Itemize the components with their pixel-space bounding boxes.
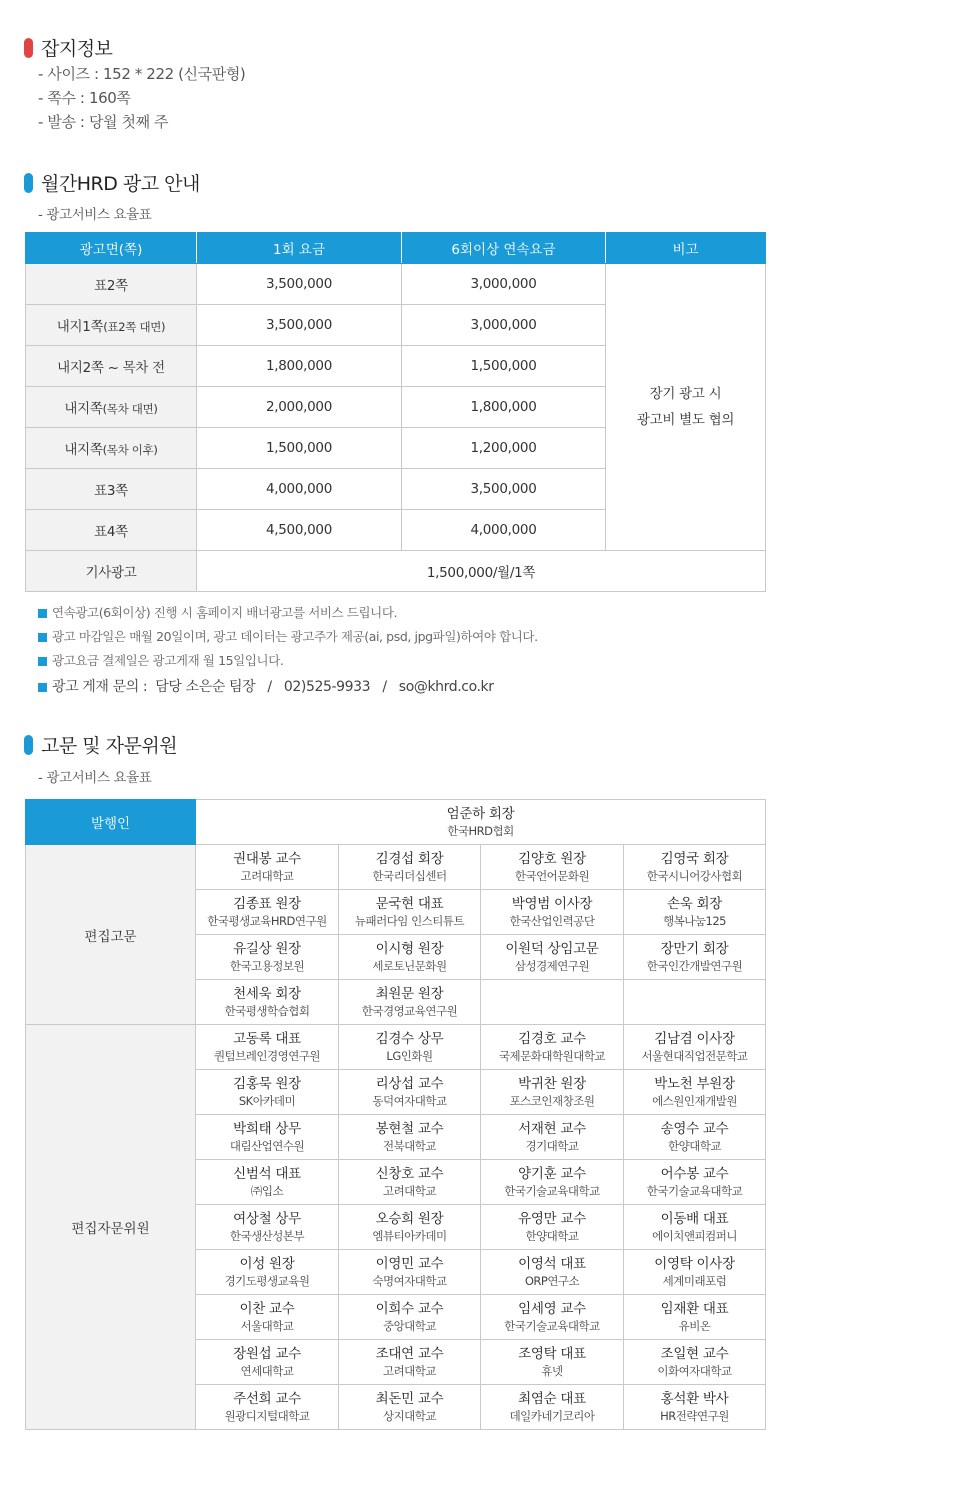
person-cell (196, 1340, 339, 1385)
person-cell (339, 890, 481, 935)
magazine-title-text: 잡지정보 (41, 38, 113, 60)
person-org: 세로토닌문화원 (372, 958, 447, 973)
person-name: 홍석환 박사 (660, 1390, 729, 1407)
ad-multi-price: 3,000,000 (402, 264, 606, 305)
person-name: 이성 원장 (239, 1255, 295, 1272)
person-name: 오승희 원장 (375, 1210, 444, 1227)
bullet-square-icon (38, 683, 47, 692)
person-org: 한국산업인력공단 (509, 913, 595, 928)
ad-single-price: 4,500,000 (197, 510, 402, 551)
person-org: 전북대학교 (382, 1138, 437, 1153)
person-name: 여상철 상무 (233, 1210, 301, 1227)
person-name: 임세영 교수 (518, 1300, 586, 1317)
person-cell (196, 845, 339, 890)
person-org: 동덕여자대학교 (372, 1093, 447, 1108)
person-org: 한양대학교 (525, 1228, 579, 1243)
person-name: 유길상 원장 (233, 940, 301, 957)
person-cell (339, 1115, 481, 1160)
person-name: 김양호 원장 (518, 850, 586, 867)
person-org: 뉴패러다임 인스티튜트 (354, 913, 465, 928)
person-org: 에스원인재개발원 (652, 1093, 737, 1108)
person-cell (339, 1385, 481, 1430)
person-org: 한국기술교육대학교 (646, 1183, 743, 1198)
advisors-subtitle: - 광고서비스 요율표 (38, 770, 152, 786)
person-org: 삼성경제연구원 (514, 958, 590, 973)
ad-rate-table (25, 232, 766, 592)
person-cell (339, 1340, 481, 1385)
advisors-section-title (24, 731, 177, 758)
person-cell (196, 1115, 339, 1160)
person-cell (624, 890, 766, 935)
person-cell (196, 890, 339, 935)
person-org: 한국경영교육연구원 (361, 1003, 458, 1018)
ad-contact: 광고 게재 문의 : 담당 소은순 팀장 / 02)525-9933 / so@khrd.co.kr (38, 675, 538, 699)
person-org: 서울대학교 (240, 1318, 294, 1333)
person-org: 대림산업연수원 (229, 1138, 305, 1153)
person-org: 한국시니어강사협회 (646, 868, 743, 883)
person-org: 한국HRD협회 (447, 823, 514, 838)
person-name: 이동배 대표 (660, 1210, 729, 1227)
person-org: 휴넷 (541, 1363, 563, 1378)
person-name: 양기훈 교수 (518, 1165, 586, 1182)
article-ad-price: 1,500,000/월/1쪽 (197, 551, 766, 592)
person-name: 리상섭 교수 (375, 1075, 444, 1092)
person-name: 유영만 교수 (518, 1210, 586, 1227)
person-cell (481, 845, 624, 890)
bullet-square-icon (38, 609, 47, 618)
person-org: 포스코인재창조원 (509, 1093, 595, 1108)
person-cell (624, 1250, 766, 1295)
person-org: 한국언어문화원 (514, 868, 590, 883)
person-name: 조일현 교수 (660, 1345, 729, 1362)
ads-subtitle: - 광고서비스 요율표 (38, 207, 152, 223)
person-cell (339, 1070, 481, 1115)
person-org: ORP연구소 (524, 1273, 580, 1288)
person-org: 고려대학교 (382, 1363, 437, 1378)
person-cell (196, 1160, 339, 1205)
person-name: 장만기 회장 (660, 940, 729, 957)
ad-notes (38, 601, 538, 699)
person-name: 임재환 대표 (660, 1300, 729, 1317)
person-name: 어수봉 교수 (660, 1165, 729, 1182)
ad-page-label: 내지쪽(목차 대면) (26, 387, 197, 428)
person-name: 조영탁 대표 (518, 1345, 586, 1362)
header-page: 광고면(쪽) (26, 233, 197, 264)
publisher-cell (196, 800, 766, 845)
person-cell (624, 845, 766, 890)
person-cell (339, 1160, 481, 1205)
person-name: 고동록 대표 (233, 1030, 301, 1047)
person-cell (481, 935, 624, 980)
person-name: 이찬 교수 (239, 1300, 295, 1317)
person-cell (624, 935, 766, 980)
editorial-group-label: 편집고문 (26, 845, 196, 1025)
person-name: 김종표 원장 (233, 895, 301, 912)
person-name: 박노천 부원장 (654, 1075, 735, 1092)
ad-multi-price: 3,000,000 (402, 305, 606, 346)
person-cell (196, 1250, 339, 1295)
person-cell (481, 1070, 624, 1115)
ad-single-price: 3,500,000 (197, 305, 402, 346)
person-org: HR전략연구원 (660, 1408, 729, 1423)
person-org: ㈜입소 (250, 1183, 284, 1198)
person-org: 국제문화대학원대학교 (498, 1048, 606, 1063)
person-cell (339, 1250, 481, 1295)
person-cell (481, 1115, 624, 1160)
person-cell (624, 1070, 766, 1115)
person-cell (196, 935, 339, 980)
person-org: 한국기술교육대학교 (504, 1318, 600, 1333)
person-name: 최원문 원장 (375, 985, 444, 1002)
person-cell (481, 890, 624, 935)
person-cell (624, 1115, 766, 1160)
person-org: 행복나눔125 (663, 913, 726, 928)
person-cell (339, 1025, 481, 1070)
person-org: SK아카데미 (238, 1093, 296, 1108)
ad-multi-price: 4,000,000 (402, 510, 606, 551)
person-name: 문국현 대표 (375, 895, 444, 912)
bullet-square-icon (38, 633, 47, 642)
person-org: LG인화원 (386, 1048, 433, 1063)
person-name: 이원덕 상임고문 (505, 940, 599, 957)
ad-note-line2: 광고비 별도 협의 (636, 412, 735, 428)
person-org: 서울현대직업전문학교 (641, 1048, 748, 1063)
person-name: 조대연 교수 (375, 1345, 444, 1362)
person-name: 김경호 교수 (518, 1030, 586, 1047)
person-org: 엠뷰티아카데미 (372, 1228, 447, 1243)
section-marker-icon (24, 735, 33, 755)
magazine-info-list (38, 62, 245, 134)
person-cell (196, 1025, 339, 1070)
article-ad-label: 기사광고 (26, 551, 197, 592)
person-org: 고려대학교 (382, 1183, 437, 1198)
ad-page-label: 표2쪽 (26, 264, 197, 305)
person-cell (196, 1070, 339, 1115)
person-cell (481, 1025, 624, 1070)
person-cell (339, 1295, 481, 1340)
ad-rate-row (26, 264, 766, 305)
person-name: 천세욱 회장 (233, 985, 301, 1002)
publisher-row (26, 800, 766, 845)
person-name: 김남겸 이사장 (654, 1030, 735, 1047)
person-org: 원광디지털대학교 (224, 1408, 310, 1423)
person-name: 엄준하 회장 (446, 805, 515, 822)
person-org: 한국생산성본부 (229, 1228, 305, 1243)
person-cell (624, 1205, 766, 1250)
person-name: 신범석 대표 (233, 1165, 301, 1182)
person-cell (339, 845, 481, 890)
person-name: 주선희 교수 (233, 1390, 301, 1407)
ad-note-line1: 장기 광고 시 (649, 386, 722, 402)
person-name: 신창호 교수 (375, 1165, 444, 1182)
advisory-row (26, 1025, 766, 1070)
person-org: 고려대학교 (240, 868, 294, 883)
ad-page-label: 내지2쪽 ~ 목차 전 (26, 346, 197, 387)
magazine-delivery: - 발송 : 당월 첫째 주 (38, 113, 169, 131)
person-org: 한국고용정보원 (229, 958, 305, 973)
ads-section-title (24, 169, 200, 196)
person-name: 이영탁 이사장 (654, 1255, 735, 1272)
person-cell (481, 1295, 624, 1340)
person-cell (624, 1160, 766, 1205)
person-name: 최돈민 교수 (375, 1390, 444, 1407)
ad-page-label: 표4쪽 (26, 510, 197, 551)
bullet-square-icon (38, 657, 47, 666)
person-org: 경기도평생교육원 (224, 1273, 310, 1288)
ad-page-label: 내지1쪽(표2쪽 대면) (26, 305, 197, 346)
header-single-price: 1회 요금 (197, 233, 402, 264)
person-name: 송영수 교수 (660, 1120, 729, 1137)
person-org: 퀀텀브레인경영연구원 (213, 1048, 321, 1063)
person-cell (196, 1295, 339, 1340)
ad-note-item: 광고 마감일은 매월 20일이며, 광고 데이터는 광고주가 제공(ai, psd, jpg파일)하여야 합니다. (38, 625, 538, 649)
person-cell (339, 935, 481, 980)
person-name: 최염순 대표 (518, 1390, 586, 1407)
person-org: 경기대학교 (525, 1138, 579, 1153)
person-org: 한양대학교 (667, 1138, 722, 1153)
ad-single-price: 2,000,000 (197, 387, 402, 428)
editorial-row (26, 845, 766, 890)
person-name: 박희태 상무 (233, 1120, 301, 1137)
ad-single-price: 1,500,000 (197, 428, 402, 469)
person-name: 이희수 교수 (375, 1300, 444, 1317)
person-org: 한국평생교육HRD연구원 (207, 913, 327, 928)
advisors-title-text: 고문 및 자문위원 (41, 735, 178, 757)
person-cell (339, 980, 481, 1025)
person-org: 중앙대학교 (382, 1318, 437, 1333)
ad-note-item: 광고요금 결제일은 광고게재 월 15일입니다. (38, 649, 538, 673)
person-cell (481, 1340, 624, 1385)
magazine-pages: - 쪽수 : 160쪽 (38, 89, 131, 107)
person-name: 김경수 상무 (375, 1030, 444, 1047)
person-cell (481, 1205, 624, 1250)
ads-title-text: 월간HRD 광고 안내 (41, 173, 200, 195)
person-name: 이시형 원장 (375, 940, 444, 957)
person-cell (624, 1295, 766, 1340)
person-org: 상지대학교 (382, 1408, 437, 1423)
person-org: 숙명여자대학교 (372, 1273, 447, 1288)
ad-rate-header-row (26, 233, 766, 264)
person-cell (624, 1340, 766, 1385)
person-cell (481, 1160, 624, 1205)
person-cell (339, 1205, 481, 1250)
person-cell (481, 1250, 624, 1295)
ad-multi-price: 1,800,000 (402, 387, 606, 428)
person-cell (196, 1385, 339, 1430)
person-cell (624, 1025, 766, 1070)
person-name: 박영범 이사장 (511, 895, 593, 912)
person-name: 김홍묵 원장 (233, 1075, 301, 1092)
person-org: 한국인간개발연구원 (646, 958, 743, 973)
magazine-size: - 사이즈 : 152 * 222 (신국판형) (38, 65, 246, 83)
person-name: 김경섭 회장 (375, 850, 444, 867)
ad-article-row (26, 551, 766, 592)
person-org: 한국기술교육대학교 (504, 1183, 600, 1198)
ad-single-price: 1,800,000 (197, 346, 402, 387)
section-marker-icon (24, 173, 33, 193)
person-org: 에이치앤피컴퍼니 (652, 1228, 737, 1243)
person-org: 데일카네기코리아 (509, 1408, 595, 1423)
person-name: 이영석 대표 (518, 1255, 586, 1272)
person-org: 유비온 (678, 1318, 711, 1333)
person-cell (481, 1385, 624, 1430)
person-cell (481, 980, 624, 1025)
publisher-label: 발행인 (26, 800, 196, 845)
ad-note-item: 연속광고(6회이상) 진행 시 홈페이지 배너광고를 서비스 드립니다. (38, 601, 538, 625)
person-org: 연세대학교 (240, 1363, 294, 1378)
person-name: 권대봉 교수 (233, 850, 301, 867)
person-org: 한국평생학습협회 (224, 1003, 310, 1018)
person-name: 박귀찬 원장 (518, 1075, 586, 1092)
magazine-section-title (24, 34, 112, 61)
ad-multi-price: 1,500,000 (402, 346, 606, 387)
ad-page-label: 내지쪽(목차 이후) (26, 428, 197, 469)
person-cell (196, 980, 339, 1025)
section-marker-icon (24, 38, 33, 58)
ad-page-label: 표3쪽 (26, 469, 197, 510)
person-name: 장원섭 교수 (233, 1345, 301, 1362)
person-name: 김영국 회장 (660, 850, 729, 867)
header-note: 비고 (606, 233, 766, 264)
header-multi-price: 6회이상 연속요금 (402, 233, 606, 264)
person-name: 서재현 교수 (518, 1120, 586, 1137)
person-cell (624, 980, 766, 1025)
person-org: 이화여자대학교 (657, 1363, 732, 1378)
ad-multi-price: 1,200,000 (402, 428, 606, 469)
ad-note-cell (606, 264, 766, 551)
ad-single-price: 4,000,000 (197, 469, 402, 510)
person-cell (624, 1385, 766, 1430)
person-org: 한국리더십센터 (372, 868, 447, 883)
person-org: 세계미래포럼 (662, 1273, 727, 1288)
ad-single-price: 3,500,000 (197, 264, 402, 305)
person-name: 손욱 회장 (667, 895, 722, 912)
person-name: 이영민 교수 (375, 1255, 444, 1272)
person-cell (196, 1205, 339, 1250)
person-name: 봉현철 교수 (375, 1120, 444, 1137)
advisory-group-label: 편집자문위원 (26, 1025, 196, 1430)
ad-multi-price: 3,500,000 (402, 469, 606, 510)
advisor-board-table (25, 799, 766, 1430)
